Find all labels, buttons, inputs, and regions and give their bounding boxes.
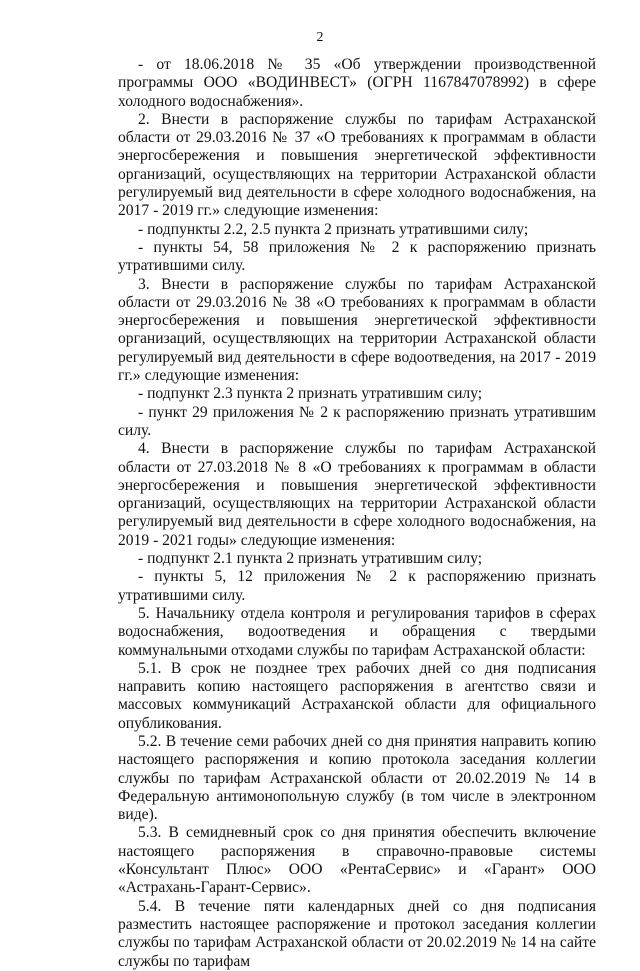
paragraph-1-item: - от 18.06.2018 № 35 «Об утверждении производственной программы ООО «ВОДИНВЕСТ» (ОГРН 1167847078992) в сфере холодного водоснабжения». xyxy=(118,56,596,110)
paragraph-2-item-1: - подпункты 2.2, 2.5 пункта 2 признать утратившими силу; xyxy=(138,220,529,238)
paragraph-4-item-1: - подпункт 2.1 пункта 2 признать утратившим силу; xyxy=(138,550,483,568)
paragraph-5-3: 5.3. В семидневный срок со дня принятия обеспечить включение настоящего распоряжения в справочно-правовые системы «Консультант Плюс» ООО «РентаСервис» и «Гарант» ООО «Астрахань-Гарант-Сервис». xyxy=(118,824,596,897)
paragraph-4: 4. Внести в распоряжение службы по тарифам Астраханской области от 27.03.2018 № 8 «О требованиях к программам в области энергосбережения и повышения энергетической эффективности организаций, осуществляющих на территории Астраханской области регулируемый вид деятельности в сфере холодного водоснабжения, на 2019 - 2021 годы» следующие изменения: xyxy=(118,440,596,549)
paragraph-4-item-2: - пункты 5, 12 приложения № 2 к распоряжению признать утратившими силу. xyxy=(118,568,596,604)
paragraph-3-item-2: - пункт 29 приложения № 2 к распоряжению признать утратившим силу. xyxy=(118,403,596,439)
paragraph-5-4: 5.4. В течение пяти календарных дней со дня подписания разместить настоящее распоряжение и протокол заседания коллегии службы по тарифам Астраханской области от 20.02.2019 № 14 на сайте службы по тарифам xyxy=(118,897,596,970)
paragraph-3-item-1: - подпункт 2.3 пункта 2 признать утратившим силу; xyxy=(138,385,483,403)
paragraph-2: 2. Внести в распоряжение службы по тарифам Астраханской области от 29.03.2016 № 37 «О требованиях к программам в области энергосбережения и повышения энергетической эффективности организаций, осуществляющих на территории Астраханской области регулируемый вид деятельности в сфере холодного водоснабжения, на 2017 - 2019 гг.» следующие изменения: xyxy=(118,110,596,220)
page-number: 2 xyxy=(316,30,324,45)
paragraph-5-2: 5.2. В течение семи рабочих дней со дня принятия направить копию настоящего распоряжения и копию протокола заседания коллегии службы по тарифам Астраханской области от 20.02.2019 № 14 в Федеральную антимонопольную службу (в том числе в электронном виде). xyxy=(118,732,596,824)
document-body xyxy=(118,56,596,971)
paragraph-2-item-2: - пункты 54, 58 приложения № 2 к распоряжению признать утратившими силу. xyxy=(118,238,596,275)
paragraph-3: 3. Внести в распоряжение службы по тарифам Астраханской области от 29.03.2016 № 38 «О требованиях к программам в области энергосбережения и повышения энергетической эффективности организаций, осуществляющих на территории Астраханской области регулируемый вид деятельности в сфере водоотведения, на 2017 - 2019 гг.» следующие изменения: xyxy=(118,275,596,385)
paragraph-5: 5. Начальнику отдела контроля и регулирования тарифов в сферах водоснабжения, водоотведения и обращения с твердыми коммунальными отходами службы по тарифам Астраханской области: xyxy=(118,604,596,659)
paragraph-5-1: 5.1. В срок не позднее трех рабочих дней со дня подписания направить копию настоящего распоряжения в агентство связи и массовых коммуникаций Астраханской области для официального опубликования. xyxy=(118,659,596,732)
